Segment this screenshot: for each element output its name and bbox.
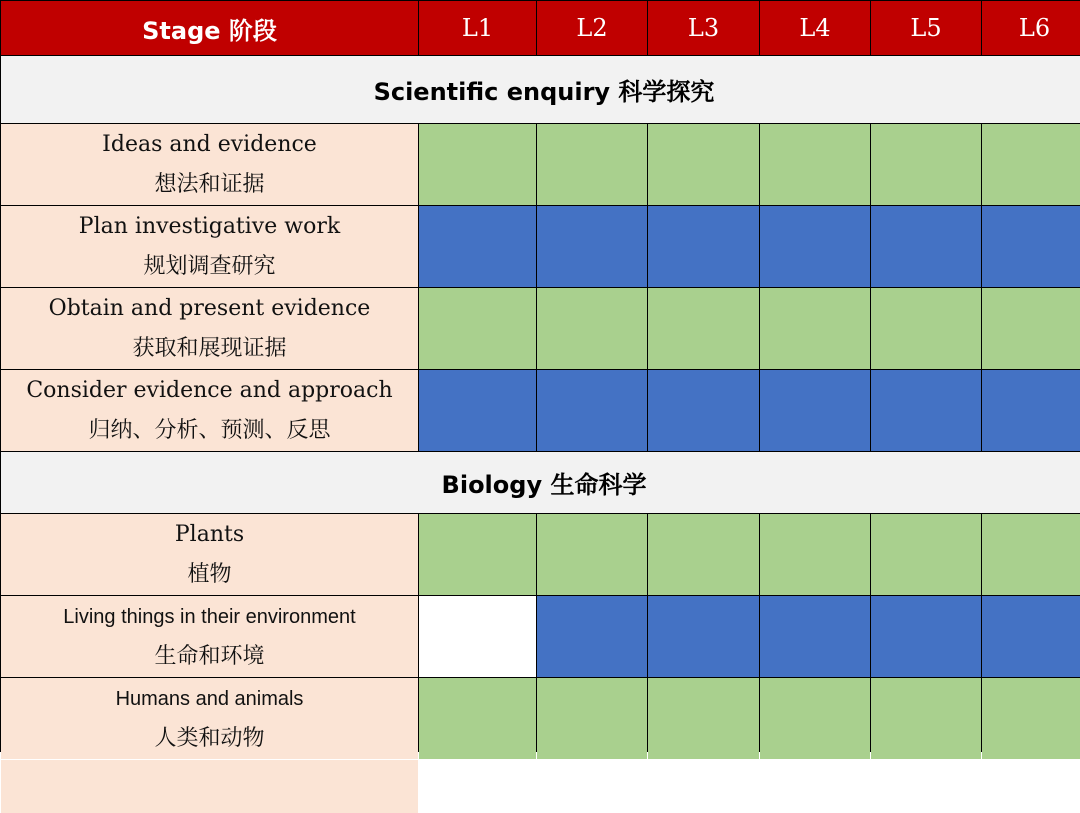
level-cell-cropped [537, 760, 647, 813]
section-title-scientific-enquiry: Scientific enquiry 科学探究 [1, 56, 1080, 123]
level-cell [419, 596, 536, 677]
level-cell [419, 288, 536, 369]
level-cell [871, 678, 981, 759]
level-cell [982, 124, 1080, 205]
level-cell [871, 596, 981, 677]
row-label [1, 678, 418, 759]
level-cell [871, 288, 981, 369]
level-cell [419, 370, 536, 451]
row-label-zh: 人类和动物 [154, 725, 265, 751]
row-label-zh: 想法和证据 [154, 171, 265, 197]
row-label [1, 596, 418, 677]
level-cell [419, 678, 536, 759]
row-label [1, 124, 418, 205]
level-cell [760, 288, 870, 369]
level-cell [537, 596, 647, 677]
level-cell [648, 514, 759, 595]
level-cell-cropped [982, 760, 1080, 813]
level-cell-cropped [419, 760, 536, 813]
level-cell [648, 206, 759, 287]
row-label-en: Ideas and evidence [102, 131, 317, 157]
level-cell [760, 124, 870, 205]
level-cell [982, 370, 1080, 451]
level-cell [871, 370, 981, 451]
row-label-zh: 归纳、分析、预测、反思 [88, 417, 331, 443]
level-cell [537, 514, 647, 595]
row-label-zh: 规划调查研究 [143, 253, 276, 279]
level-cell [648, 370, 759, 451]
row-label-cropped [1, 760, 418, 813]
level-cell [648, 288, 759, 369]
row-label [1, 288, 418, 369]
row-label [1, 514, 418, 595]
level-cell-cropped [871, 760, 981, 813]
level-cell [982, 678, 1080, 759]
header-stage: Stage 阶段 [1, 1, 418, 55]
row-label-en: Plan investigative work [78, 213, 341, 239]
level-cell [419, 514, 536, 595]
level-cell [760, 596, 870, 677]
level-cell [760, 678, 870, 759]
level-cell [537, 370, 647, 451]
row-label-zh: 植物 [187, 561, 232, 587]
row-label [1, 370, 418, 451]
level-cell [537, 124, 647, 205]
row-label-zh: 获取和展现证据 [132, 335, 287, 361]
header-level-1: L1 [419, 1, 536, 55]
section-title-biology: Biology 生命科学 [1, 452, 1080, 513]
row-label-en: Plants [174, 521, 245, 547]
level-cell [648, 596, 759, 677]
level-cell [537, 206, 647, 287]
row-label-zh: 生命和环境 [154, 643, 265, 669]
level-cell [419, 124, 536, 205]
header-level-2: L2 [537, 1, 647, 55]
level-cell [871, 514, 981, 595]
level-cell [760, 514, 870, 595]
header-level-5: L5 [871, 1, 981, 55]
row-label-en: Humans and animals [115, 687, 304, 710]
level-cell [982, 288, 1080, 369]
level-cell [419, 206, 536, 287]
level-cell [871, 206, 981, 287]
row-label-en: Living things in their environment [63, 605, 356, 628]
row-label [1, 206, 418, 287]
level-cell [760, 370, 870, 451]
level-cell [648, 678, 759, 759]
level-cell [982, 514, 1080, 595]
level-cell [982, 596, 1080, 677]
level-cell-cropped [648, 760, 759, 813]
level-cell [982, 206, 1080, 287]
level-cell [537, 678, 647, 759]
level-cell [648, 124, 759, 205]
level-cell [871, 124, 981, 205]
header-level-3: L3 [648, 1, 759, 55]
header-level-4: L4 [760, 1, 870, 55]
row-label-en: Obtain and present evidence [48, 295, 371, 321]
level-cell [760, 206, 870, 287]
header-level-6: L6 [982, 1, 1080, 55]
row-label-en: Consider evidence and approach [26, 377, 393, 403]
level-cell-cropped [760, 760, 870, 813]
level-cell [537, 288, 647, 369]
